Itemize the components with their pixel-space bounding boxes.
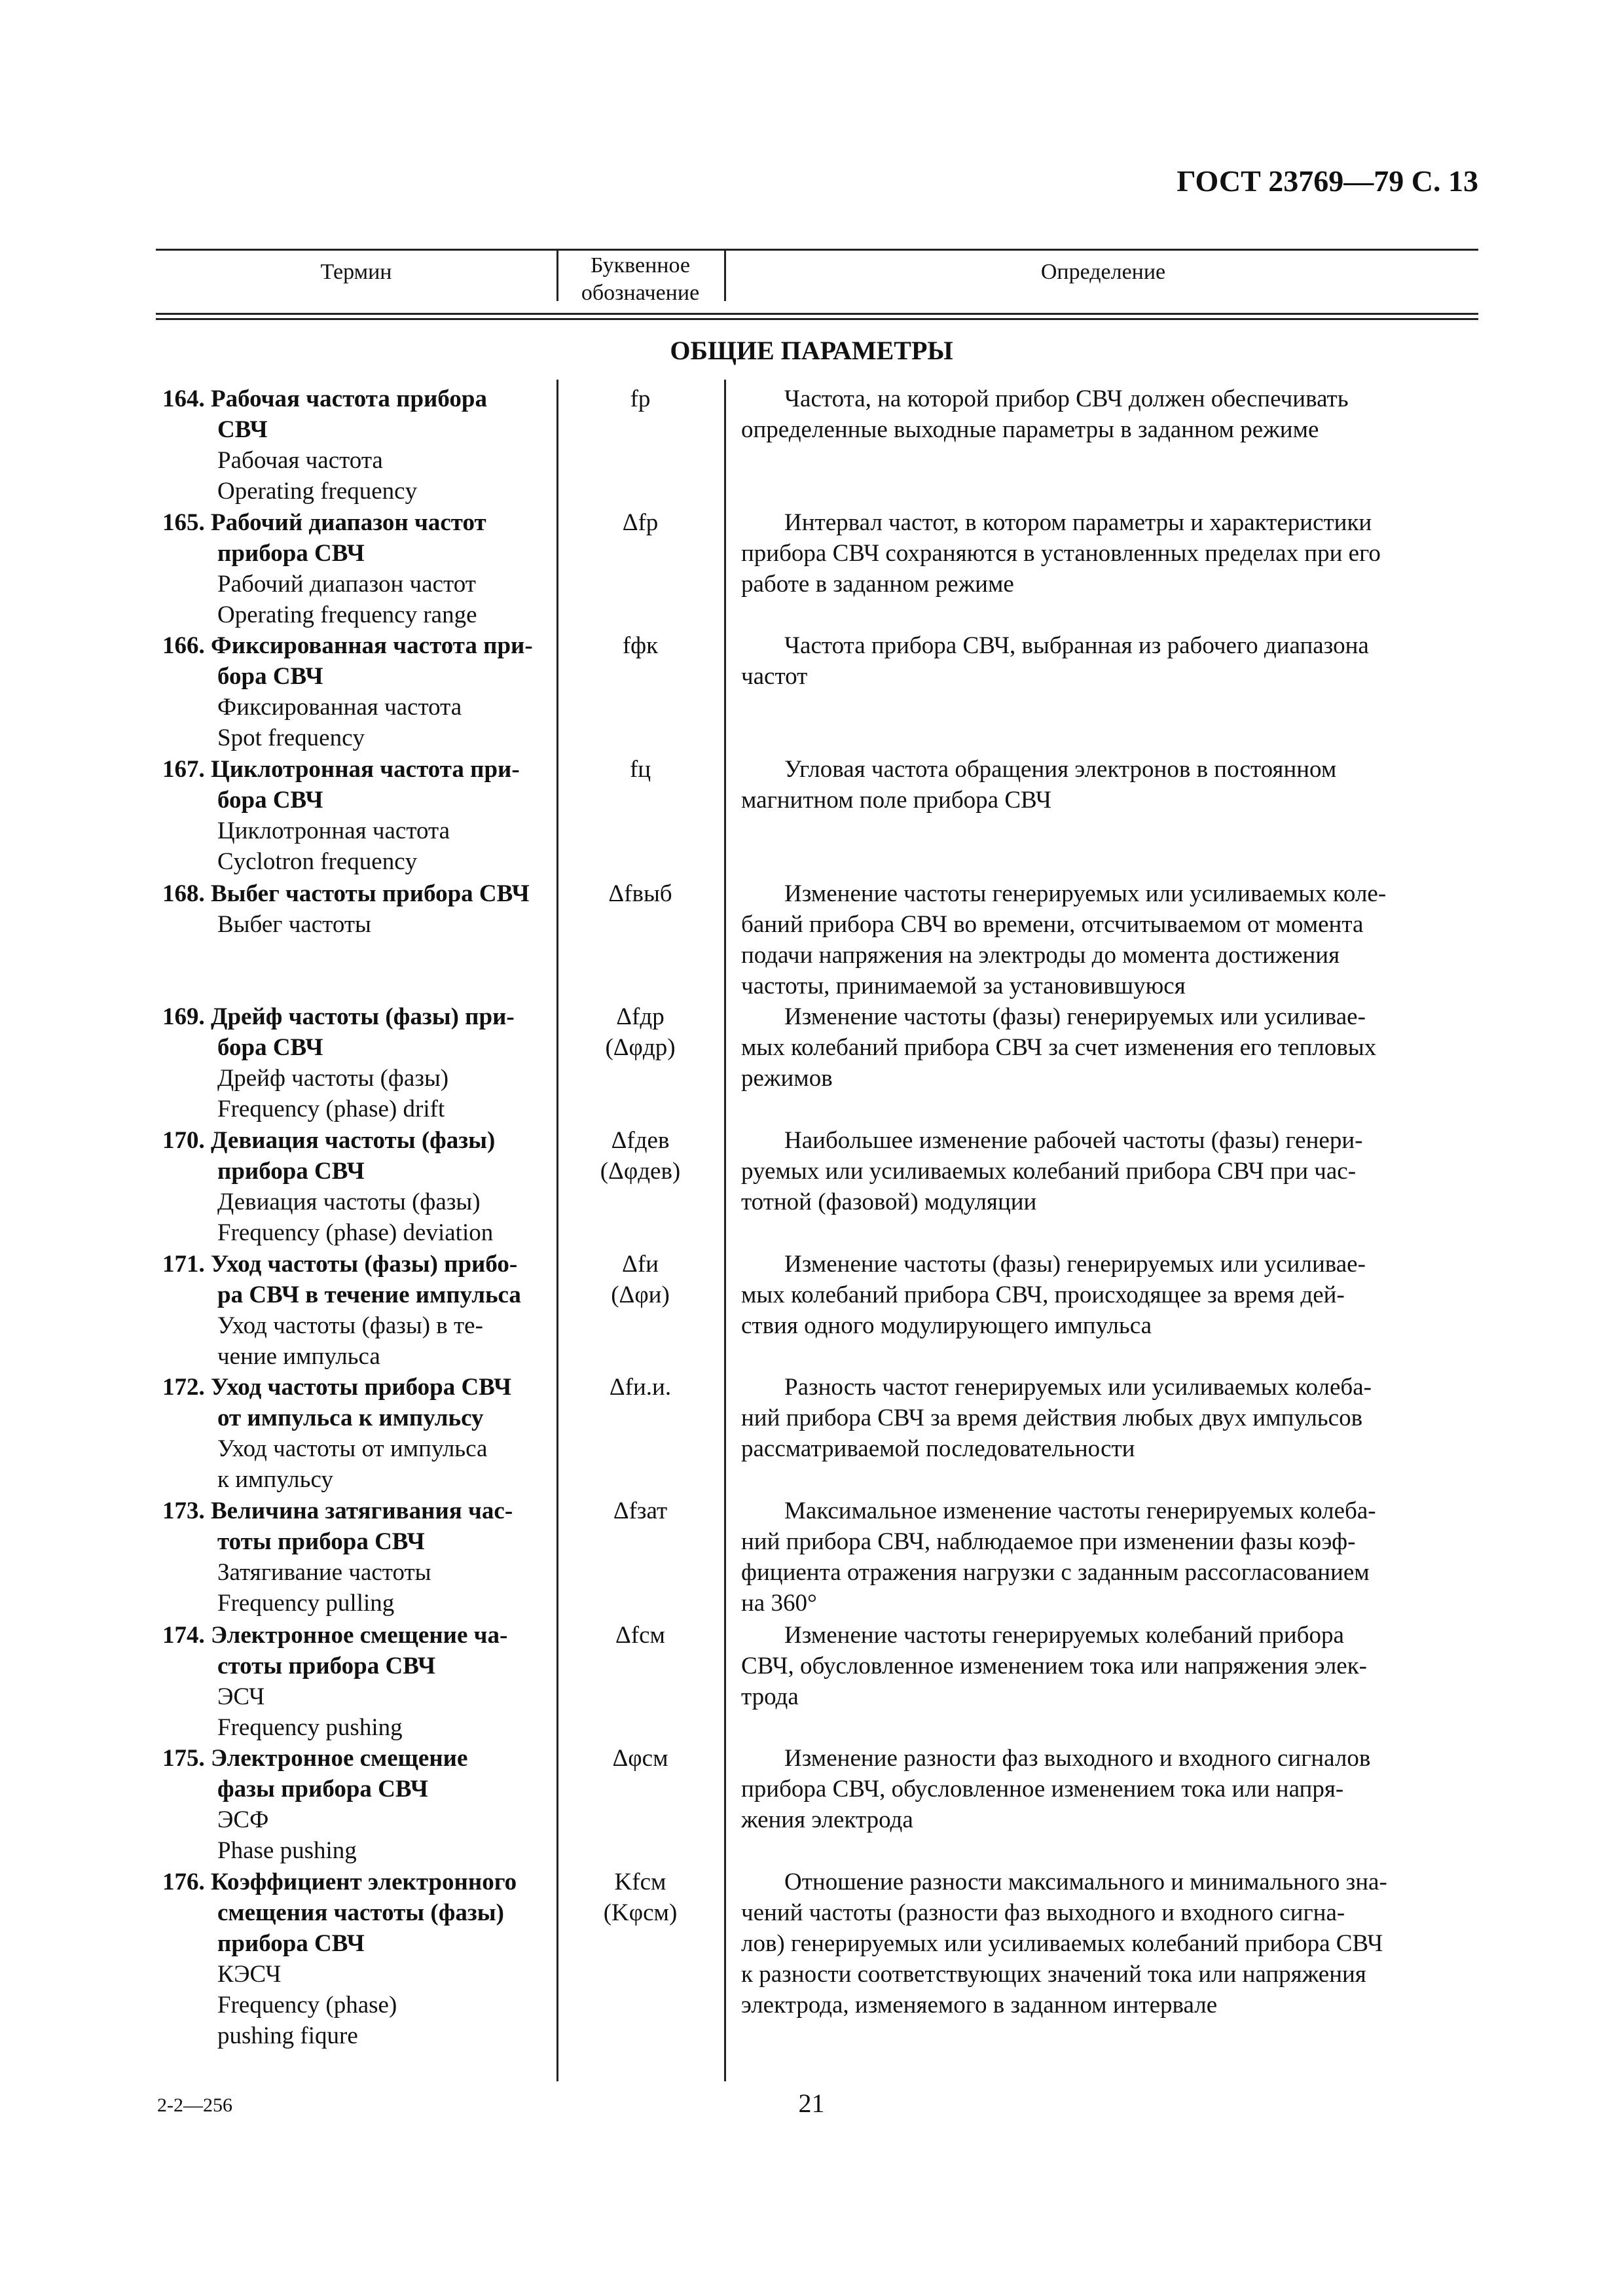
definition-line: баний прибора СВЧ во времени, отсчитываемом от момента: [741, 911, 1364, 938]
header-rule-2: [156, 318, 1478, 320]
term-name-line: 171. Уход частоты (фазы) прибо-: [162, 1251, 518, 1278]
symbol-column: [556, 1496, 724, 1526]
symbol-column: [556, 1620, 724, 1651]
definition-column: [741, 1620, 1476, 1712]
page-number: 21: [798, 2089, 825, 2118]
term-name-line: СВЧ: [217, 416, 268, 443]
definition-line: частот: [741, 663, 808, 690]
term-name-line: 169. Дрейф частоты (фазы) при-: [162, 1003, 515, 1030]
definition-line: Изменение частоты генерируемых или усиливаемых коле-: [784, 880, 1387, 907]
symbol-column: [556, 1743, 724, 1774]
term-column: [162, 1620, 555, 1743]
term-synonym-line: Рабочий диапазон частот: [217, 571, 476, 598]
term-column: [162, 1743, 555, 1866]
symbol-column: [556, 1125, 724, 1187]
letter-symbol: Δfи.и.: [609, 1374, 672, 1401]
term-column: [162, 1125, 555, 1248]
symbol-column: [556, 1867, 724, 1928]
term-synonym-line: Frequency (phase) deviation: [217, 1219, 494, 1246]
definition-column: [741, 1496, 1476, 1619]
term-synonym-line: Рабочая частота: [217, 447, 383, 474]
term-name-line: фазы прибора СВЧ: [217, 1776, 428, 1803]
definition-line: работе в заданном режиме: [741, 571, 1014, 598]
definition-line: электрода, изменяемого в заданном интервале: [741, 1992, 1218, 2018]
definition-column: [741, 1249, 1476, 1341]
page-header: ГОСТ 23769—79 С. 13: [1176, 164, 1478, 198]
letter-symbol: (Δφдр): [605, 1034, 676, 1061]
definition-line: мых колебаний прибора СВЧ, происходящее за время дей-: [741, 1282, 1345, 1308]
term-name-line: 173. Величина затягивания час-: [162, 1498, 513, 1524]
term-name-line: ра СВЧ в течение импульса: [217, 1282, 521, 1308]
symbol-column: [556, 1001, 724, 1063]
definition-line: рассматриваемой последовательности: [741, 1435, 1135, 1462]
definition-column: [741, 1125, 1476, 1217]
letter-symbol: fр: [630, 386, 651, 412]
definition-line: прибора СВЧ, обусловленное изменением тока или напря-: [741, 1776, 1344, 1803]
definition-line: СВЧ, обусловленное изменением тока или напряжения элек-: [741, 1653, 1368, 1679]
symbol-column: [556, 384, 724, 414]
letter-symbol: Δfсм: [615, 1622, 665, 1649]
definition-line: ний прибора СВЧ за время действия любых двух импульсов: [741, 1405, 1363, 1431]
term-synonym-line: Frequency (phase) drift: [217, 1096, 445, 1122]
term-synonym-line: pushing fiqure: [217, 2022, 358, 2049]
term-column: [162, 630, 555, 753]
term-name-line: бора СВЧ: [217, 787, 323, 814]
letter-symbol: Δfи: [622, 1251, 659, 1278]
term-column: [162, 1496, 555, 1619]
term-synonym-line: Phase pushing: [217, 1837, 357, 1864]
column-header-definition: Определение: [1040, 260, 1166, 284]
term-name-line: 174. Электронное смещение ча-: [162, 1622, 508, 1649]
term-name-line: 167. Циклотронная частота при-: [162, 756, 520, 783]
definition-line: лов) генерируемых или усиливаемых колебаний прибора СВЧ: [741, 1930, 1383, 1957]
column-header-term: Термин: [320, 260, 392, 284]
term-synonym-line: к импульсу: [217, 1466, 333, 1493]
letter-symbol: Δfр: [622, 509, 659, 536]
letter-symbol: Δfзат: [613, 1498, 668, 1524]
definition-line: Интервал частот, в котором параметры и характеристики: [784, 509, 1372, 536]
definition-line: Изменение разности фаз выходного и входного сигналов: [784, 1745, 1371, 1772]
definition-line: подачи напряжения на электроды до момента достижения: [741, 942, 1340, 969]
letter-symbol: Δφсм: [612, 1745, 668, 1772]
symbol-column: [556, 630, 724, 661]
definition-line: жения электрода: [741, 1806, 913, 1833]
letter-symbol: Δfвыб: [608, 880, 672, 907]
symbol-column: [556, 754, 724, 785]
definition-line: определенные выходные параметры в заданном режиме: [741, 416, 1319, 443]
term-name-line: 164. Рабочая частота прибора: [162, 386, 487, 412]
definition-column: [741, 1001, 1476, 1094]
section-title: ОБЩИЕ ПАРАМЕТРЫ: [670, 336, 953, 365]
term-synonym-line: Frequency (phase): [217, 1992, 397, 2018]
definition-column: [741, 384, 1476, 445]
header-rule-1: [156, 313, 1478, 315]
definition-line: ний прибора СВЧ, наблюдаемое при изменении фазы коэф-: [741, 1528, 1356, 1555]
term-name-line: прибора СВЧ: [217, 1930, 365, 1957]
term-column: [162, 878, 555, 940]
definition-line: Угловая частота обращения электронов в постоянном: [784, 756, 1337, 783]
letter-symbol: Δfдев: [611, 1127, 670, 1154]
term-column: [162, 754, 555, 877]
definition-column: [741, 1867, 1476, 2020]
term-synonym-line: ЭСЧ: [217, 1683, 265, 1710]
term-synonym-line: Дрейф частоты (фазы): [217, 1065, 449, 1092]
header-divider-left: [556, 249, 558, 301]
term-synonym-line: Cyclotron frequency: [217, 848, 418, 875]
column-divider-right: [724, 380, 726, 2081]
definition-line: прибора СВЧ сохраняются в установленных пределах при его: [741, 540, 1381, 567]
term-synonym-line: Frequency pushing: [217, 1714, 403, 1741]
definition-line: к разности соответствующих значений тока или напряжения: [741, 1961, 1366, 1988]
term-name-line: прибора СВЧ: [217, 1158, 365, 1185]
definition-line: трода: [741, 1683, 799, 1710]
column-header-symbol-line1: Буквенное: [590, 253, 691, 278]
term-name-line: 170. Девиация частоты (фазы): [162, 1127, 496, 1154]
term-name-line: 166. Фиксированная частота при-: [162, 632, 533, 659]
definition-line: мых колебаний прибора СВЧ за счет изменения его тепловых: [741, 1034, 1377, 1061]
term-name-line: тоты прибора СВЧ: [217, 1528, 425, 1555]
definition-line: Частота прибора СВЧ, выбранная из рабочего диапазона: [784, 632, 1369, 659]
term-name-line: бора СВЧ: [217, 663, 323, 690]
definition-line: руемых или усиливаемых колебаний прибора СВЧ при час-: [741, 1158, 1357, 1185]
definition-line: Максимальное изменение частоты генерируемых колеба-: [784, 1498, 1376, 1524]
term-name-line: 175. Электронное смещение: [162, 1745, 468, 1772]
column-header-symbol: [556, 252, 724, 307]
term-synonym-line: ЭСФ: [217, 1806, 269, 1833]
definition-line: тотной (фазовой) модуляции: [741, 1189, 1037, 1215]
letter-symbol: fц: [629, 756, 651, 783]
term-column: [162, 1372, 555, 1495]
definition-column: [741, 878, 1476, 1001]
term-name-line: прибора СВЧ: [217, 540, 365, 567]
term-name-line: смещения частоты (фазы): [217, 1899, 504, 1926]
letter-symbol: (Δφи): [611, 1282, 670, 1308]
definition-line: режимов: [741, 1065, 833, 1092]
footer-code: 2-2—256: [157, 2094, 232, 2116]
term-column: [162, 507, 555, 630]
term-column: [162, 1249, 555, 1372]
definition-line: ствия одного модулирующего импульса: [741, 1312, 1152, 1339]
definition-column: [741, 630, 1476, 692]
term-synonym-line: Уход частоты (фазы) в те-: [217, 1312, 483, 1339]
term-column: [162, 1867, 555, 2051]
symbol-column: [556, 507, 724, 538]
term-synonym-line: Уход частоты от импульса: [217, 1435, 488, 1462]
column-header-symbol-line2: обозначение: [581, 281, 700, 305]
term-synonym-line: Spot frequency: [217, 725, 365, 751]
definition-line: фициента отражения нагрузки с заданным рассогласованием: [741, 1559, 1370, 1586]
header-divider-right: [724, 249, 726, 301]
definition-line: Частота, на которой прибор СВЧ должен обеспечивать: [784, 386, 1349, 412]
term-name-line: стоты прибора СВЧ: [217, 1653, 436, 1679]
definition-line: Разность частот генерируемых или усиливаемых колеба-: [784, 1374, 1372, 1401]
definition-line: Изменение частоты (фазы) генерируемых или усиливае-: [784, 1003, 1366, 1030]
term-name-line: от импульса к импульсу: [217, 1405, 484, 1431]
symbol-column: [556, 1249, 724, 1310]
term-synonym-line: чение импульса: [217, 1343, 380, 1370]
symbol-column: [556, 878, 724, 909]
definition-line: Изменение частоты генерируемых колебаний прибора: [784, 1622, 1344, 1649]
letter-symbol: Δfдр: [616, 1003, 665, 1030]
letter-symbol: fфк: [622, 632, 659, 659]
term-synonym-line: Циклотронная частота: [217, 817, 450, 844]
term-name-line: 165. Рабочий диапазон частот: [162, 509, 486, 536]
term-synonym-line: Затягивание частоты: [217, 1559, 431, 1586]
definition-column: [741, 507, 1476, 600]
symbol-column: [556, 1372, 724, 1403]
term-synonym-line: Operating frequency range: [217, 601, 477, 628]
term-synonym-line: Выбег частоты: [217, 911, 371, 938]
term-column: [162, 384, 555, 507]
term-name-line: бора СВЧ: [217, 1034, 323, 1061]
letter-symbol: (Δφдев): [600, 1158, 681, 1185]
definition-line: на 360°: [741, 1590, 817, 1617]
definition-column: [741, 1372, 1476, 1464]
definition-line: Наибольшее изменение рабочей частоты (фазы) генери-: [784, 1127, 1363, 1154]
definition-line: Отношение разности максимального и минимального зна-: [784, 1869, 1387, 1895]
term-name-line: 176. Коэффициент электронного: [162, 1869, 517, 1895]
term-synonym-line: Operating frequency: [217, 478, 418, 505]
term-synonym-line: Фиксированная частота: [217, 694, 462, 721]
term-name-line: 168. Выбег частоты прибора СВЧ: [162, 880, 530, 907]
definition-column: [741, 1743, 1476, 1835]
term-column: [162, 1001, 555, 1124]
letter-symbol: Kfсм: [614, 1869, 666, 1895]
definition-column: [741, 754, 1476, 816]
term-name-line: 172. Уход частоты прибора СВЧ: [162, 1374, 512, 1401]
definition-line: чений частоты (разности фаз выходного и входного сигна-: [741, 1899, 1345, 1926]
top-rule: [156, 249, 1478, 251]
definition-line: магнитном поле прибора СВЧ: [741, 787, 1051, 814]
letter-symbol: (Kφсм): [603, 1899, 678, 1926]
term-synonym-line: Девиация частоты (фазы): [217, 1189, 481, 1215]
definition-line: частоты, принимаемой за установившуюся: [741, 973, 1186, 999]
definition-line: Изменение частоты (фазы) генерируемых или усиливае-: [784, 1251, 1366, 1278]
term-synonym-line: Frequency pulling: [217, 1590, 395, 1617]
term-synonym-line: КЭСЧ: [217, 1961, 282, 1988]
